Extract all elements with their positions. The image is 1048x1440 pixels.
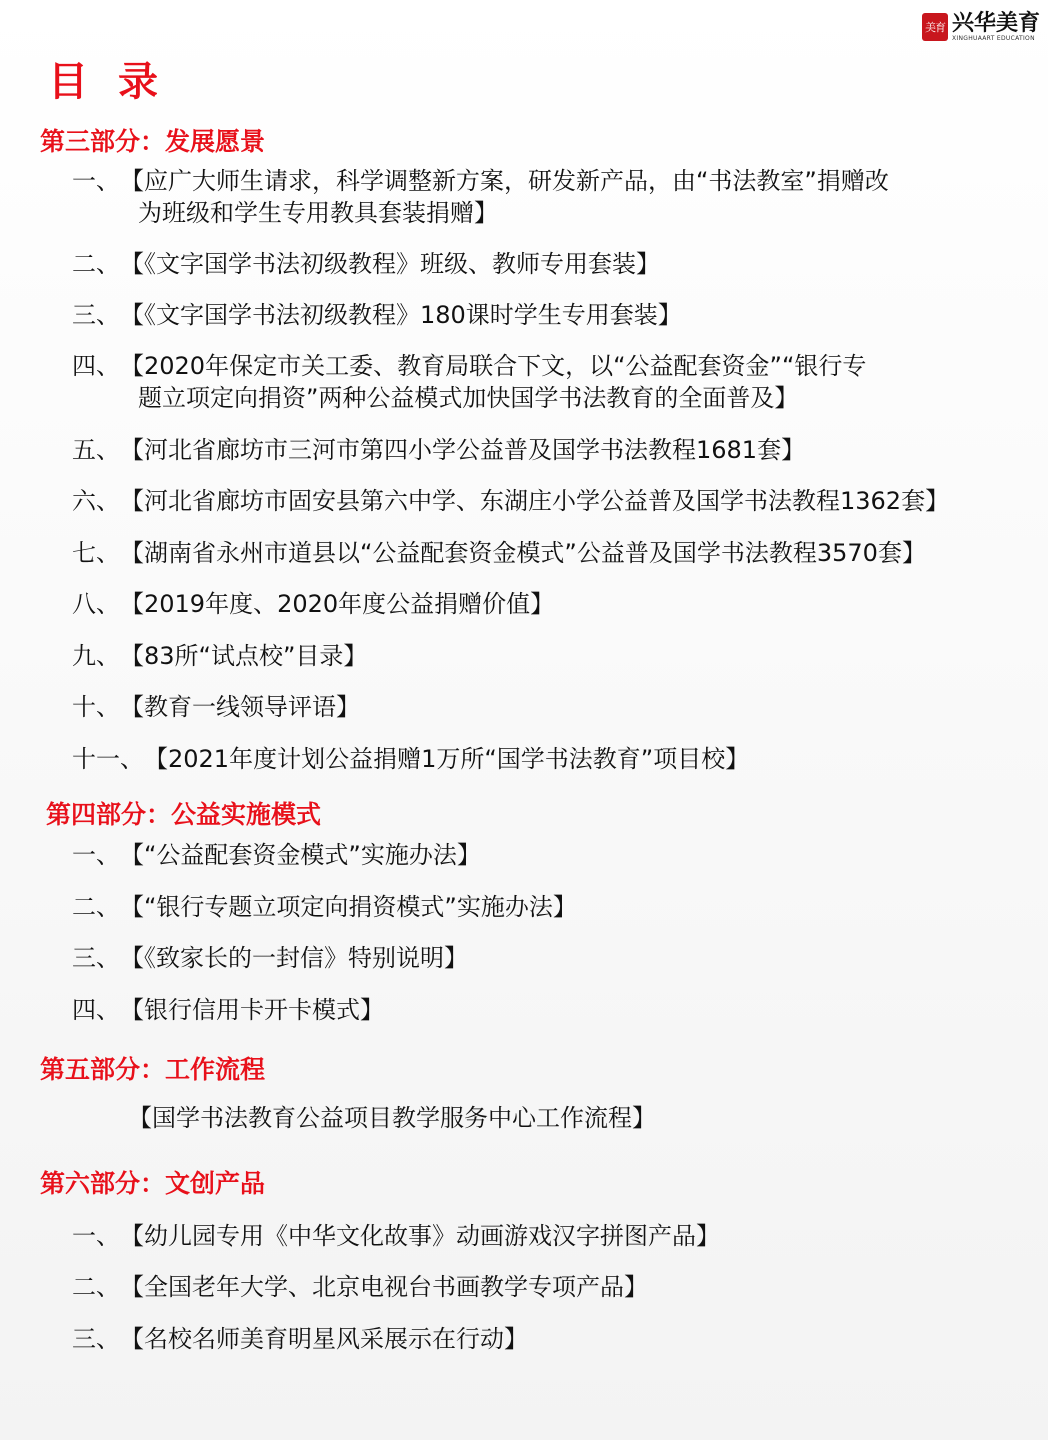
section-heading-5: 第五部分：工作流程: [40, 1055, 266, 1084]
toc-item[interactable]: [128, 1102, 656, 1134]
toc-item[interactable]: [72, 350, 1032, 414]
toc-item[interactable]: [72, 891, 577, 923]
toc-item-text: 【83所“试点校”目录】: [120, 642, 368, 670]
toc-item[interactable]: [72, 640, 367, 672]
toc-item-text: 【应广大师生请求，科学调整新方案，研发新产品，由“书法教室”捐赠改: [120, 167, 889, 195]
toc-item-text: 【全国老年大学、北京电视台书画教学专项产品】: [120, 1273, 648, 1301]
toc-item[interactable]: [72, 588, 554, 620]
toc-item-number: 四、: [72, 996, 120, 1024]
logo-name: 兴华美育: [951, 10, 1040, 36]
toc-item-number: 十一、: [72, 745, 144, 773]
logo-text: [952, 12, 1040, 42]
logo-mark-icon: [922, 13, 948, 41]
logo-mark-text: 美育: [924, 20, 945, 34]
toc-item-number: 十、: [72, 693, 120, 721]
section-heading-4: 第四部分：公益实施模式: [46, 800, 322, 829]
toc-item-number: 三、: [72, 1325, 120, 1353]
page-title: 目录: [48, 58, 188, 105]
toc-item-text: 【银行信用卡开卡模式】: [120, 996, 384, 1024]
logo-subtitle: XINGHUAART EDUCATION: [951, 35, 1035, 42]
toc-item-text-continued: 题立项定向捐资”两种公益模式加快国学书法教育的全面普及】: [138, 384, 799, 412]
toc-item-text: 【教育一线领导评语】: [120, 693, 360, 721]
toc-item[interactable]: [72, 1220, 720, 1252]
toc-item-text: 【《文字国学书法初级教程》班级、教师专用套装】: [120, 250, 660, 278]
toc-item[interactable]: [72, 537, 926, 569]
toc-item-text: 【河北省廊坊市固安县第六中学、东湖庄小学公益普及国学书法教程1362套】: [120, 487, 950, 515]
toc-item[interactable]: [72, 434, 805, 466]
section-heading-3: 第三部分：发展愿景: [40, 127, 266, 156]
toc-item-text-continued: 为班级和学生专用教具套装捐赠】: [138, 199, 498, 227]
toc-item-number: 一、: [72, 841, 120, 869]
toc-item-number: 七、: [72, 539, 120, 567]
toc-item[interactable]: [72, 743, 749, 775]
toc-item-number: 二、: [72, 1273, 120, 1301]
toc-item-text: 【“银行专题立项定向捐资模式”实施办法】: [120, 893, 577, 921]
toc-item[interactable]: [72, 299, 682, 331]
toc-item-number: 八、: [72, 590, 120, 618]
toc-item[interactable]: [72, 942, 468, 974]
toc-item[interactable]: [72, 839, 481, 871]
toc-item-text: 【《文字国学书法初级教程》180课时学生专用套装】: [120, 301, 682, 329]
toc-item-text: 【河北省廊坊市三河市第四小学公益普及国学书法教程1681套】: [120, 436, 806, 464]
toc-item[interactable]: [72, 248, 660, 280]
toc-item-number: 四、: [72, 352, 120, 380]
toc-item[interactable]: [72, 994, 384, 1026]
toc-item-number: 二、: [72, 893, 120, 921]
toc-item-text: 【“公益配套资金模式”实施办法】: [120, 841, 481, 869]
toc-item-number: 三、: [72, 301, 120, 329]
toc-item[interactable]: [72, 485, 949, 517]
toc-item-text: 【2020年保定市关工委、教育局联合下文，以“公益配套资金”“银行专: [120, 352, 867, 380]
toc-item-text: 【2021年度计划公益捐赠1万所“国学书法教育”项目校】: [144, 745, 750, 773]
toc-item[interactable]: [72, 691, 360, 723]
toc-item-text: 【2019年度、2020年度公益捐赠价值】: [120, 590, 555, 618]
toc-item[interactable]: [72, 1271, 648, 1303]
toc-item-text: 【幼儿园专用《中华文化故事》动画游戏汉字拼图产品】: [120, 1222, 720, 1250]
toc-item-number: 一、: [72, 1222, 120, 1250]
toc-item-text: 【《致家长的一封信》特别说明】: [120, 944, 468, 972]
toc-item[interactable]: [72, 165, 1032, 229]
toc-item-number: 九、: [72, 642, 120, 670]
toc-item-number: 二、: [72, 250, 120, 278]
toc-item-number: 六、: [72, 487, 120, 515]
toc-item-text: 【湖南省永州市道县以“公益配套资金模式”公益普及国学书法教程3570套】: [120, 539, 926, 567]
toc-item[interactable]: [72, 1323, 528, 1355]
toc-item-number: 一、: [72, 167, 120, 195]
toc-item-text: 【名校名师美育明星风采展示在行动】: [120, 1325, 528, 1353]
toc-item-number: 五、: [72, 436, 120, 464]
section-heading-6: 第六部分：文创产品: [40, 1169, 266, 1198]
toc-item-text: 【国学书法教育公益项目教学服务中心工作流程】: [128, 1104, 656, 1132]
toc-item-number: 三、: [72, 944, 120, 972]
brand-logo: [922, 10, 1040, 44]
